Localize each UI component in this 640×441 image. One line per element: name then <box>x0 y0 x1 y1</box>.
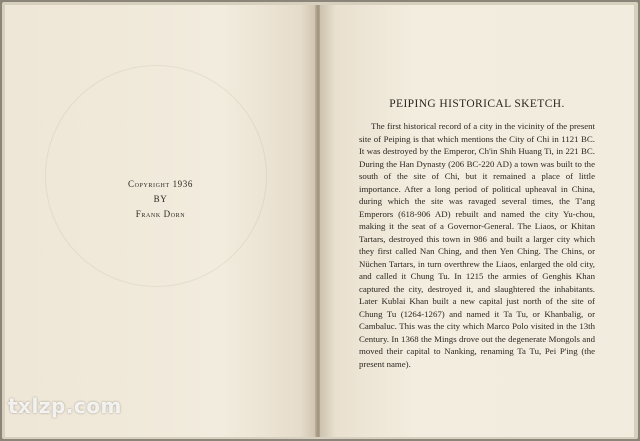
copyright-line: Copyright 1936 <box>128 179 193 189</box>
show-through-mark <box>45 65 267 287</box>
open-book <box>2 2 638 439</box>
historical-sketch-text: The first historical record of a city in the vicinity of the present site of Peiping is that which mentions the City of Chi in 1121 BC. It was destroyed by the Emperor, Ch'in Shih Huang Ti, in 221 BC. During the Han Dynasty (206 BC-220 AD) a town was built to the south of the site of Chi, but it remained a place of little importance. After a long period of political upheaval in China, during which the site was ravaged several times, the T'ang Emperors (618-906 AD) rebuilt and named the city Yu-chou, making it the seat of a Governor-General. The Liaos, or Khitan Tartars, destroyed this town in 986 and built a larger city which they first called Nan Ching, and then Yen Ching. The Chins, or Nüchen Tartars, in turn overthrew the Liaos, enlarged the old city, and called it Chung Tu. In 1215 the armies of Genghis Khan captured the city, destroyed it, and slaughtered the inhabitants. Later Kublai Khan built a new capital just north of the site of Chung Tu (1264-1267) and named it Ta Tu, or Khanbalig, or Cambaluc. This was the city which Marco Polo visited in the 13th Century. In 1368 the Mings drove out the degenerate Mongols and moved their capital to Nanking, renaming Ta Tu, Pei P'ing (the present name). <box>359 121 595 369</box>
watermark: txlzp.com <box>8 394 122 418</box>
left-page <box>5 5 316 437</box>
page-heading: PEIPING HISTORICAL SKETCH. <box>389 98 565 110</box>
author-name: Frank Dorn <box>135 209 186 219</box>
copyright-block <box>5 177 316 222</box>
by-line: BY <box>153 194 168 204</box>
right-page <box>320 5 634 437</box>
